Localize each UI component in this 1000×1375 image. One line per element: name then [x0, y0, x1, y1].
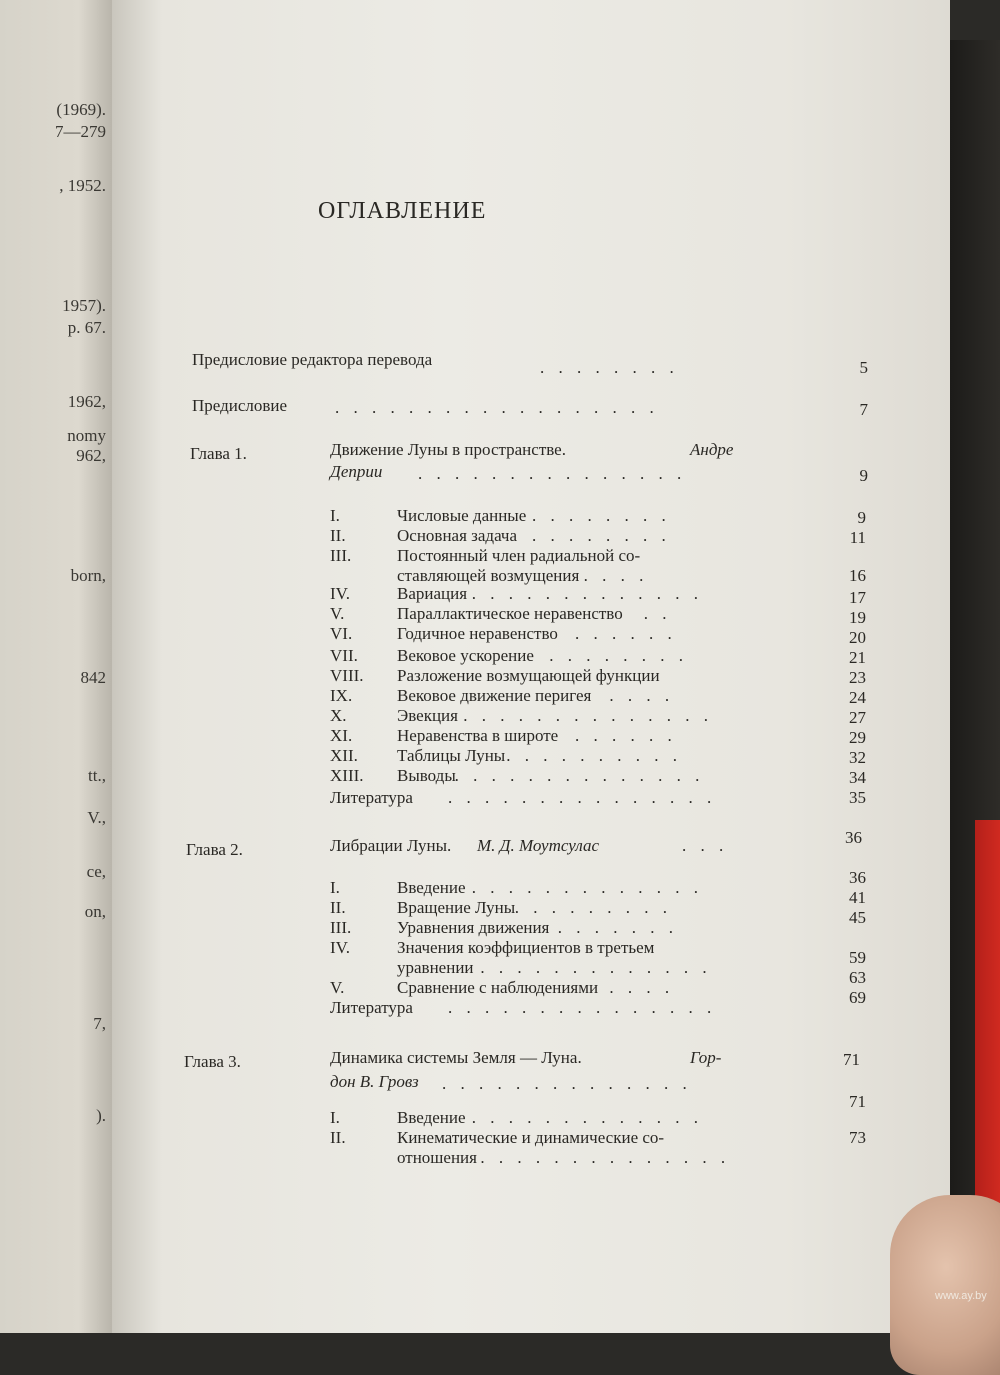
left-fragment: 7—279 [55, 122, 106, 141]
section-title: Значения коэффициентов в третьем [397, 938, 655, 957]
chapter-author: Андре [690, 440, 734, 459]
page-number: 19 [849, 608, 866, 627]
left-fragment: V., [87, 808, 106, 827]
section-roman: II. [330, 898, 346, 917]
leader-dots: . . . . . . . . . . . . . [471, 878, 704, 897]
page-number: 36 [845, 828, 862, 847]
page-number: 71 [849, 1092, 866, 1111]
page-number: 36 [849, 868, 866, 887]
chapter-author: Деприи [330, 462, 383, 481]
section-title: Таблицы Луны [397, 746, 506, 765]
left-fragment: tt., [88, 766, 106, 785]
section-roman: XIII. [330, 766, 364, 785]
section-roman: V. [330, 978, 345, 997]
leader-dots: . . . . . . . . . . . . . . [480, 1148, 731, 1167]
section-roman: XI. [330, 726, 353, 745]
left-fragment: 1962, [67, 392, 106, 411]
section-roman: II. [330, 1128, 346, 1147]
section-roman: I. [330, 1108, 340, 1127]
left-fragment: ). [96, 1106, 106, 1125]
leader-dots: . . . . . . . . . . . . . . . [418, 464, 687, 483]
chapter-author: Гор- [690, 1048, 722, 1067]
left-fragment: born, [70, 566, 106, 585]
chapter-title: Динамика системы Земля — Луна. [330, 1048, 582, 1067]
section-title: Параллактическое неравенство [397, 604, 623, 623]
page-number: 21 [849, 648, 866, 667]
page-number: 5 [859, 358, 868, 377]
left-fragment: (1969). [56, 100, 106, 119]
left-fragment: 1957). [62, 296, 106, 315]
leader-dots: . . . . [609, 686, 675, 705]
page-number: 23 [849, 668, 866, 687]
section-roman: I. [330, 878, 340, 897]
chapter-number: Глава 1. [190, 444, 247, 463]
section-roman: V. [330, 604, 345, 623]
page-number: 9 [859, 466, 868, 485]
section-title: Вековое движение перигея [397, 686, 592, 705]
section-roman: VI. [330, 624, 353, 643]
page-number: 11 [849, 528, 866, 547]
section-title: Сравнение с наблюдениями [397, 978, 599, 997]
left-page-edge [0, 0, 112, 1333]
left-fragment: ce, [86, 862, 106, 881]
section-roman: VIII. [330, 666, 364, 685]
page-number: 41 [849, 888, 866, 907]
page-number: 63 [849, 968, 866, 987]
section-title: Разложение возмущающей функции [397, 666, 660, 685]
page-number: 29 [849, 728, 866, 747]
leader-dots: . . . . . . . . . . . . . . [442, 1074, 692, 1093]
page-number: 17 [849, 588, 866, 607]
page-number: 73 [849, 1128, 866, 1147]
front-entry-label: Предисловие редактора перевода [192, 350, 433, 369]
leader-dots: . . . . . . . . [540, 358, 679, 377]
section-roman: III. [330, 546, 352, 565]
section-title-cont: отношения [397, 1148, 477, 1167]
section-title: Кинематические и динамические со- [397, 1128, 665, 1147]
page-number: 16 [849, 566, 866, 585]
section-title: Вековое ускорение [397, 646, 534, 665]
left-fragment: 962, [76, 446, 106, 465]
left-fragment: 7, [93, 1014, 106, 1033]
section-roman: III. [330, 918, 352, 937]
page-number: 59 [849, 948, 866, 967]
chapter-author: дон В. Гровз [330, 1072, 419, 1091]
section-title: Годичное неравенство [397, 624, 558, 643]
leader-dots: . . . . . . . . . . . . . . . . . . [335, 398, 659, 417]
section-title-cont: ставляющей возмущения [397, 566, 580, 585]
section-title: Введение [397, 878, 466, 897]
page-number: 32 [849, 748, 866, 767]
section-title: Вращение Луны [397, 898, 516, 917]
section-roman: II. [330, 526, 346, 545]
watermark: www.ay.by [935, 1290, 987, 1302]
left-fragment: , 1952. [59, 176, 106, 195]
page-number: 35 [849, 788, 866, 807]
chapter-title: Движение Луны в пространстве. [330, 440, 566, 459]
left-fragment: on, [84, 902, 106, 921]
leader-dots: . . . . . . . . . . . . . [480, 958, 712, 977]
section-roman: XII. [330, 746, 358, 765]
page-number: 9 [857, 508, 866, 527]
section-roman: IX. [330, 686, 353, 705]
leader-dots: . . . . . . . . [532, 526, 671, 545]
leader-dots: . . . . . . . . . . . . . . . [448, 788, 717, 807]
leader-dots: . . . . . . . . . . . . . [471, 584, 704, 603]
section-roman: X. [330, 706, 347, 725]
leader-dots: . . . . . . . . . . [506, 746, 682, 765]
section-title: Неравенства в широте [397, 726, 559, 745]
section-title: Числовые данные [397, 506, 527, 525]
page-number: 69 [849, 988, 866, 1007]
page-number: 34 [849, 768, 866, 787]
chapter-author: М. Д. Моутсулас [477, 836, 600, 855]
page-number: 27 [849, 708, 866, 727]
toc-title: ОГЛАВЛЕНИЕ [318, 198, 487, 224]
leader-dots: . . . . . . . [557, 918, 679, 937]
leader-dots: . . . . . . . . . . . . . . [463, 706, 713, 725]
section-roman: I. [330, 506, 340, 525]
leader-dots: . . . . . . . . . . . . . [471, 1108, 704, 1127]
section-title: Литература [330, 998, 413, 1017]
chapter-title: Либрации Луны. [330, 836, 452, 855]
leader-dots: . . . . . . . . . [514, 898, 673, 917]
section-roman: VII. [330, 646, 358, 665]
leader-dots: . . . . . . . . [549, 646, 688, 665]
page-number: 71 [843, 1050, 860, 1069]
section-title: Выводы [397, 766, 456, 785]
section-title: Вариация [397, 584, 468, 603]
section-title: Постоянный член радиальной со- [397, 546, 641, 565]
section-title-cont: уравнении [397, 958, 474, 977]
front-entry-label: Предисловие [192, 396, 288, 415]
section-title: Основная задача [397, 526, 518, 545]
page-number: 20 [849, 628, 866, 647]
leader-dots: . . [643, 604, 672, 623]
section-title: Уравнения движения [397, 918, 550, 937]
thumb [890, 1195, 1000, 1375]
leader-dots: . . . . . . [575, 726, 677, 745]
left-fragment: nomy [67, 426, 106, 445]
page-number: 7 [859, 400, 868, 419]
section-title: Эвекция [397, 706, 458, 725]
section-title: Введение [397, 1108, 466, 1127]
page-number: 45 [849, 908, 866, 927]
section-title: Литература [330, 788, 413, 807]
leader-dots: . . . . . . [575, 624, 677, 643]
page-number: 24 [849, 688, 866, 707]
left-fragment: p. 67. [67, 318, 106, 337]
chapter-number: Глава 2. [186, 840, 243, 859]
leader-dots: . . . . [609, 978, 675, 997]
chapter-number: Глава 3. [184, 1052, 241, 1071]
leader-dots: . . . . . . . . . . . . . . . [448, 998, 717, 1017]
leader-dots: . . . . . . . . [532, 506, 671, 525]
section-roman: IV. [330, 584, 350, 603]
leader-dots: . . . . [583, 566, 649, 585]
leader-dots: . . . . . . . . . . . . . . [454, 766, 705, 785]
left-fragment: 842 [80, 668, 106, 687]
section-roman: IV. [330, 938, 350, 957]
leader-dots: . . . [682, 836, 729, 855]
